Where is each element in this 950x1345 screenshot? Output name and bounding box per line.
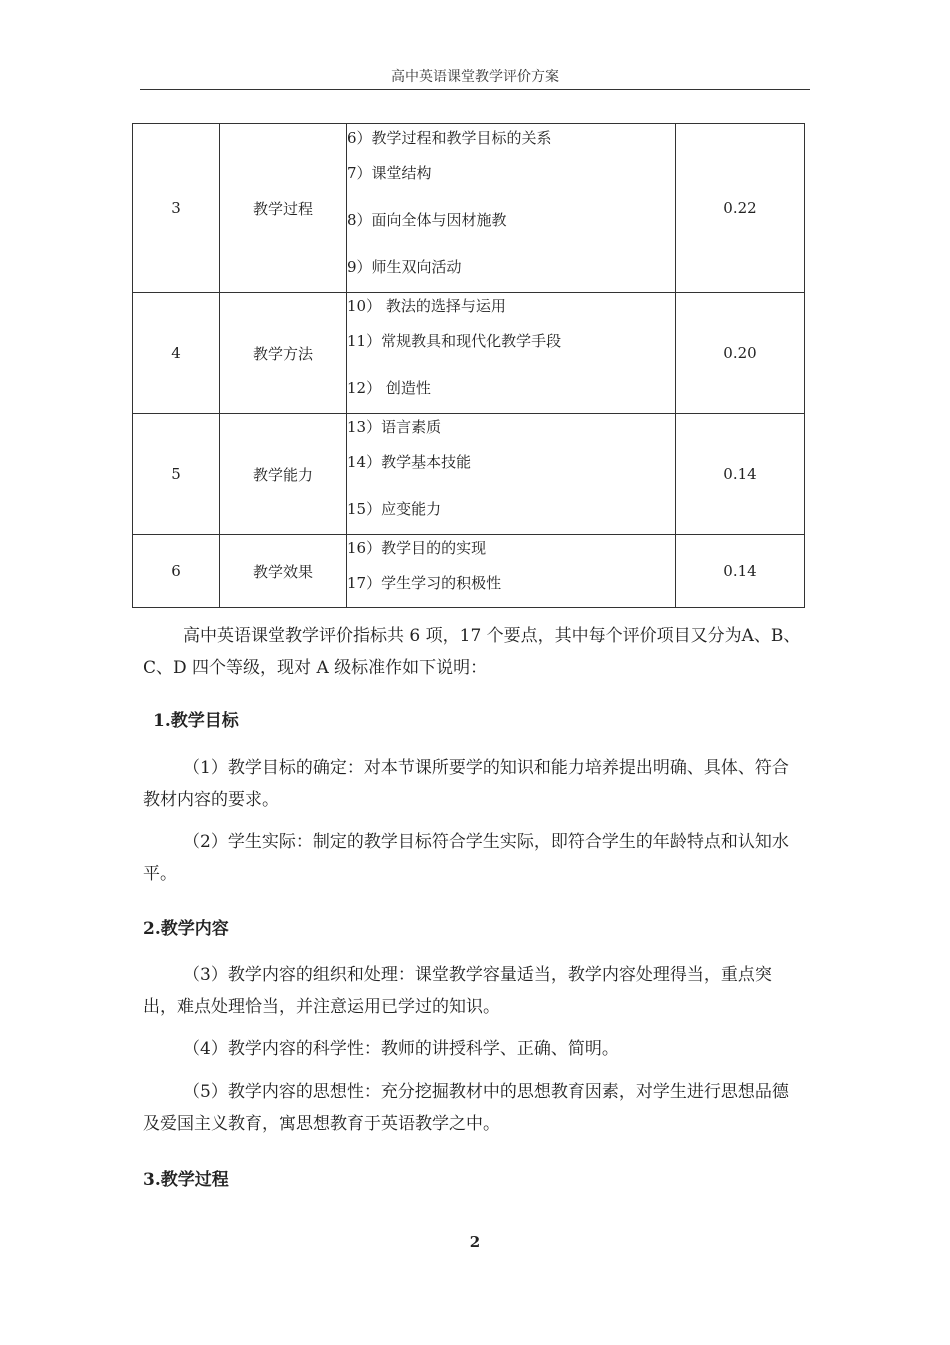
row-weight: 0.22 (676, 124, 805, 293)
row-weight: 0.14 (676, 535, 805, 608)
table-row (133, 414, 805, 535)
row-points (347, 535, 676, 608)
point-text: 12） 创造性 (347, 379, 431, 397)
row-points (347, 124, 676, 293)
row-index: 3 (133, 124, 220, 293)
evaluation-table (132, 123, 805, 608)
point-text: 9）师生双向活动 (347, 257, 462, 276)
point-text: 17）学生学习的积极性 (347, 573, 502, 592)
body-paragraph: （3）教学内容的组织和处理：课堂教学容量适当，教学内容处理得当，重点突出，难点处理恰当，并注意运用已学过的知识。 (143, 965, 772, 1017)
row-index: 6 (133, 535, 220, 608)
row-weight: 0.14 (676, 414, 805, 535)
point-text: 6）教学过程和教学目标的关系 (347, 128, 552, 147)
body-paragraph: （5）教学内容的思想性：充分挖掘教材中的思想教育因素，对学生进行思想品德及爱国主义教育，寓思想教育于英语教学之中。 (143, 1082, 789, 1134)
row-points (347, 414, 676, 535)
table-row (133, 124, 805, 293)
point-text: 7）课堂结构 (347, 163, 432, 182)
running-header: 高中英语课堂教学评价方案 (391, 69, 559, 85)
table-row (133, 535, 805, 608)
body-paragraph: （2）学生实际：制定的教学目标符合学生实际，即符合学生的年龄特点和认知水平。 (143, 832, 789, 884)
point-text: 16）教学目的的实现 (347, 538, 487, 557)
row-item: 教学效果 (220, 535, 347, 608)
body-paragraph: （1）教学目标的确定：对本节课所要学的知识和能力培养提出明确、具体、符合教材内容的要求。 (143, 758, 789, 810)
intro-paragraph: 高中英语课堂教学评价指标共 6 项，17 个要点，其中每个评价项目又分为A、B、C、D 四个等级，现对 A 级标准作如下说明： (143, 626, 801, 678)
section-heading: 3.教学过程 (143, 1170, 229, 1190)
point-text: 14）教学基本技能 (347, 453, 472, 471)
row-item: 教学过程 (220, 124, 347, 293)
row-index: 4 (133, 293, 220, 414)
point-text: 15）应变能力 (347, 500, 442, 518)
section-heading: 1.教学目标 (153, 711, 239, 731)
page-number: 2 (469, 1233, 481, 1251)
point-text: 13）语言素质 (347, 418, 442, 436)
body-paragraph: （4）教学内容的科学性：教师的讲授科学、正确、简明。 (183, 1039, 619, 1059)
header-rule (140, 89, 810, 90)
point-text: 10） 教法的选择与运用 (347, 297, 506, 315)
section-heading: 2.教学内容 (143, 919, 229, 939)
row-points (347, 293, 676, 414)
point-text: 8）面向全体与因材施教 (347, 210, 507, 229)
row-item: 教学方法 (220, 293, 347, 414)
point-text: 11）常规教具和现代化教学手段 (347, 332, 562, 350)
row-weight: 0.20 (676, 293, 805, 414)
row-index: 5 (133, 414, 220, 535)
table-row (133, 293, 805, 414)
row-item: 教学能力 (220, 414, 347, 535)
